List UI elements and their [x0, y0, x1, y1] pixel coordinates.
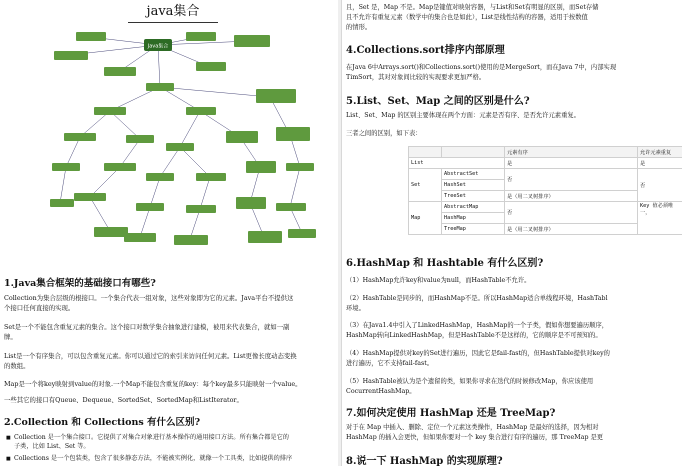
q6-item-4b: 进行遍历，它不支持fail-fast。 [346, 360, 434, 367]
q1-paragraph-4: Map是一个将key映射到value的对象.一个Map不能包含重复的key：每个key最多只能映射一个value。 [4, 380, 302, 388]
q7-paragraph-2: HashMap 的插入会更快，但如果你要对一个 key 集合进行有序的遍历，那 TreeMap 是更 [346, 434, 604, 441]
q4-paragraph-2: TimSort，其对对象间比较的实现要求更加严格。 [346, 74, 486, 81]
header-duplicate: 允许元素重复 [638, 147, 682, 158]
q1-paragraph-2a: Set是一个不能包含重复元素的集合。这个接口对数学集合抽象进行建模，被用来代表集合，就如一副 [4, 323, 290, 331]
heading-q8: 8.说一下 HashMap 的实现原理? [346, 456, 503, 466]
heading-q4: 4.Collections.sort排序内部原理 [346, 45, 505, 56]
q1-paragraph-1b: 个接口任何直接的实现。 [4, 304, 75, 312]
cell-set-dup: 否 [638, 169, 682, 202]
q1-paragraph-5: 一些其它的接口有Queue、Dequeue、SortedSet、SortedMap和ListIterator。 [4, 396, 243, 404]
continued-text-3: 的情形。 [346, 24, 372, 31]
q2-bullet-1a: ■ Collection 是一个集合接口。它提供了对集合对象进行基本操作的通用接口方法。所有集合都是它的 [14, 434, 289, 441]
collection-mindmap-diagram [50, 27, 318, 253]
cell-abstractmap: AbstractMap [442, 202, 505, 213]
q6-item-5b: CocurrentHashMap。 [346, 388, 416, 395]
cell-list-dup: 是 [638, 158, 682, 169]
cell-map-name: Map [409, 202, 442, 235]
cell-list-ordered: 是 [505, 158, 638, 169]
cell-treemap: TreeMap [442, 224, 505, 235]
q1-paragraph-2b: 牌。 [4, 333, 17, 341]
table-header-row [409, 147, 682, 158]
table-row-list [409, 158, 682, 169]
q5-paragraph-1: List、Set、Map 的区别主要体现在两个方面：元素是否有序、是否允许元素重复。 [346, 112, 580, 119]
heading-q2: 2.Collection 和 Collections 有什么区别? [4, 417, 201, 428]
heading-q5: 5.List、Set、Map 之间的区别是什么? [346, 96, 530, 107]
cell-map-ordered-2: 是（用二叉树排序） [505, 224, 638, 235]
q2-bullet-1b: 子类，比如 List、Set 等。 [14, 442, 90, 450]
heading-q1: 1.Java集合框架的基础接口有哪些? [4, 278, 156, 289]
q1-paragraph-1a: Collection为集合层级的根接口。一个集合代表一组对象，这些对象即为它的元素。Java平台不提供这 [4, 294, 294, 302]
q2-bullet-2-text: ■ Collections 是一个包装类，包含了很多静态方法，不能被实例化，就像一个工具类，比如提供的排序 [14, 455, 293, 462]
page-title: java集合 [128, 4, 218, 23]
q2-bullet-2 [6, 455, 328, 464]
q1-paragraph-3a: List是一个有序集合，可以包含重复元素。你可以通过它的索引来访问任何元素。List更像长度动态变换 [4, 352, 297, 360]
cell-map-dup: Key 值必须唯一， [638, 202, 682, 235]
q6-item-3a: （3）在Java1.4中引入了LinkedHashMap，HashMap的一个子类，假如你想要遍历顺序， [346, 322, 609, 329]
q6-item-3b: HashMap转向LinkedHashMap，但是HashTable不是这样的，它的顺序是不可预知的。 [346, 332, 602, 339]
cell-hashmap: HashMap [442, 213, 505, 224]
table-row-map-1 [409, 202, 682, 213]
cell-hashset: HashSet [442, 180, 505, 191]
right-page [341, 0, 682, 466]
header-ordered: 元素有序 [505, 147, 638, 158]
q6-item-4a: （4）HashMap提供对key的Set进行遍历，因此它是fail-fast的，但HashTable提供对key的 [346, 350, 610, 357]
q4-paragraph-1: 在Java 6中Arrays.sort()和Collections.sort()使用的是MergeSort，而在Java 7中，内部实现 [346, 64, 617, 71]
cell-abstractset: AbstractSet [442, 169, 505, 180]
q7-paragraph-1: 对于在 Map 中插入、删除、定位一个元素这类操作，HashMap 是最好的选择，因为相对 [346, 424, 599, 431]
table-row-set-1 [409, 169, 682, 180]
cell-map-ordered-1: 否 [505, 202, 638, 224]
diagram-root-label: Java集合 [147, 43, 169, 50]
cell-set-ordered-2: 是（用二叉树排序） [505, 191, 638, 202]
cell-list-name: List [409, 158, 505, 169]
continued-text-2: 且不允许有重复元素（数学中的集合也是如此），List是线性结构的容器，适用于按数值 [346, 14, 588, 21]
left-page [0, 0, 338, 466]
comparison-table [408, 146, 682, 235]
q2-bullet-1 [6, 434, 328, 451]
q6-item-2a: （2）HashTable是同步的，而HashMap不是。所以HashMap适合单线程环境，HashTabl [346, 295, 608, 302]
q6-item-5a: （5）HashTable被认为是个遗留的类，如果你寻求在迭代的时候修改Map，你应该使用 [346, 378, 594, 385]
continued-text-1: 且，Set 是，Map 不是。Map是键值对映射容器，与List和Set有明显的区别，而Set存储 [346, 4, 599, 11]
cell-set-name: Set [409, 169, 442, 202]
heading-q7: 7.如何决定使用 HashMap 还是 TreeMap? [346, 408, 556, 419]
diagram-nodes [50, 32, 316, 245]
cell-set-ordered-1: 否 [505, 169, 638, 191]
q6-item-1: （1）HashMap允许key和value为null，而HashTable不允许。 [346, 277, 531, 284]
q1-paragraph-3b: 的数组。 [4, 362, 30, 370]
q6-item-2b: 环境。 [346, 305, 365, 312]
heading-q6: 6.HashMap 和 Hashtable 有什么区别? [346, 258, 544, 269]
q5-paragraph-2: 三者之间的区别，如下表： [346, 130, 422, 137]
cell-treeset: TreeSet [442, 191, 505, 202]
